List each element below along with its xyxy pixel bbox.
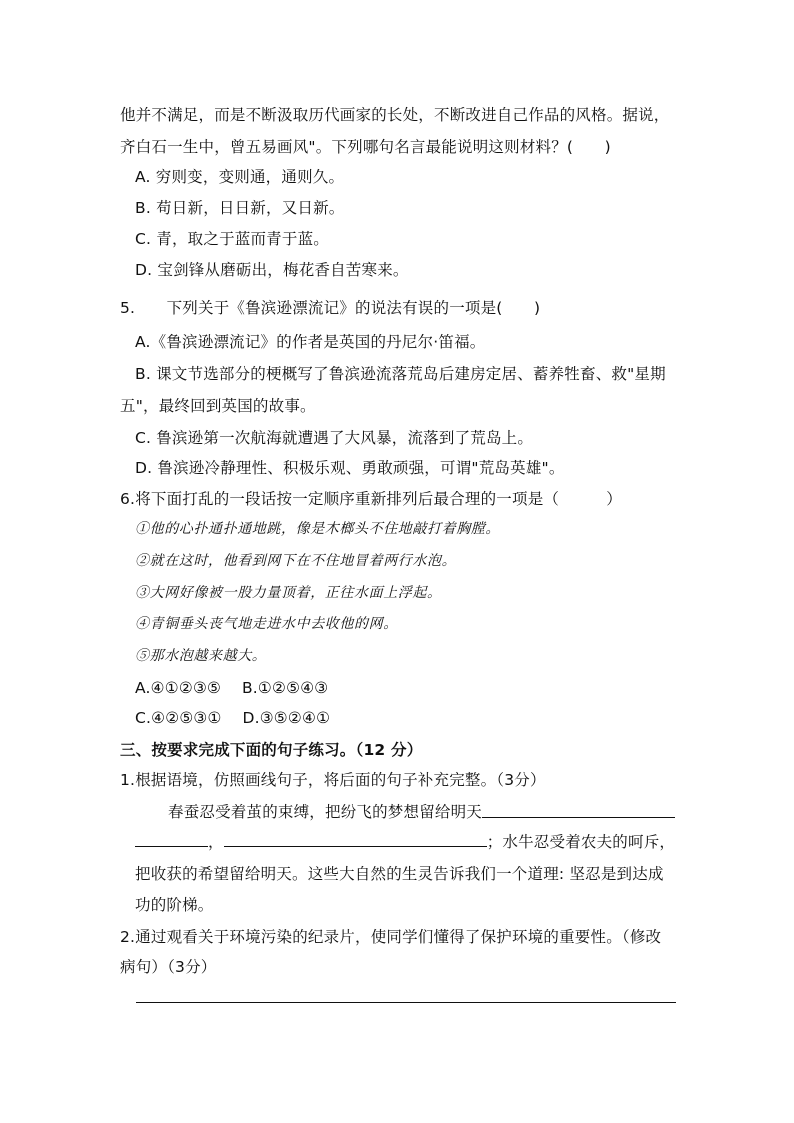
q6-sentence-3: ③大网好像被一股力量顶着，正往水面上浮起。 <box>135 585 442 601</box>
q6-sentence-5: ⑤那水泡越来越大。 <box>135 648 267 664</box>
s3-q2-stem-line-2: 病句）（3分） <box>120 958 217 976</box>
answer-line-q2[interactable] <box>136 1002 676 1003</box>
answer-blank-3[interactable] <box>224 830 487 847</box>
s3-q1-passage-line-1 <box>168 800 482 822</box>
q5-option-a: A.《鲁滨逊漂流记》的作者是英国的丹尼尔·笛福。 <box>135 333 486 351</box>
s3-q1-passage-line-3: 把收获的希望留给明天。这些大自然的生灵告诉我们一个道理: 坚忍是到达成 <box>135 865 664 883</box>
s3-q1-second-sentence: 水牛忍受着农夫的呵斥， <box>502 833 676 851</box>
q4-material-line-2: 齐白石一生中，曾五易画风"。下列哪句名言最能说明这则材料？( ) <box>120 138 611 156</box>
q6-stem: 6.将下面打乱的一段话按一定顺序重新排列后最合理的一项是（ ） <box>120 490 622 508</box>
q6-sentence-4: ④青铜垂头丧气地走进水中去收他的网。 <box>135 616 398 632</box>
s3-q1-passage-line-4: 功的阶梯。 <box>135 896 214 914</box>
s3-q1-passage-line-2 <box>135 830 675 852</box>
q5-option-b-line-1: B. 课文节选部分的梗概写了鲁滨逊流落荒岛后建房定居、蓄养牲畜、救"星期 <box>135 365 666 383</box>
answer-blank-2[interactable] <box>135 830 208 847</box>
q4-material-line-1: 他并不满足，而是不断汲取历代画家的长处，不断改进自己作品的风格。据说， <box>120 106 670 124</box>
q4-option-d: D. 宝剑锋从磨砺出，梅花香自苦寒来。 <box>135 261 409 279</box>
q6-options-row-1: A.④①②③⑤ B.①②⑤④③ <box>135 679 329 697</box>
s3-q1-given-sentence: 春蚕忍受着茧的束缚，把纷飞的梦想留给明天 <box>168 803 483 821</box>
section-3-heading: 三、按要求完成下面的句子练习。（12 分） <box>120 741 423 759</box>
q5-option-d: D. 鲁滨逊冷静理性、积极乐观、勇敢顽强，可谓"荒岛英雄"。 <box>135 459 565 477</box>
q6-options-row-2: C.④②⑤③① D.③⑤②④① <box>135 709 331 727</box>
s3-q1-comma: ， <box>208 833 224 851</box>
q6-sentence-1: ①他的心扑通扑通地跳，像是木榔头不住地敲打着胸膛。 <box>135 521 500 537</box>
q5-option-c: C. 鲁滨逊第一次航海就遭遇了大风暴，流落到了荒岛上。 <box>135 429 534 447</box>
answer-blank-1[interactable] <box>482 817 675 818</box>
q4-option-a: A. 穷则变，变则通，通则久。 <box>135 168 345 186</box>
s3-q1-semicolon: ； <box>486 833 503 851</box>
q5-option-b-line-2: 五"，最终回到英国的故事。 <box>120 397 316 415</box>
q4-option-c: C. 青，取之于蓝而青于蓝。 <box>135 230 329 248</box>
s3-q1-stem: 1.根据语境，仿照画线句子，将后面的句子补充完整。（3分） <box>120 771 546 789</box>
q5-stem: 5. 下列关于《鲁滨逊漂流记》的说法有误的一项是( ) <box>120 299 541 317</box>
q6-sentence-2: ②就在这时，他看到网下在不住地冒着两行水泡。 <box>135 553 457 569</box>
s3-q2-stem-line-1: 2.通过观看关于环境污染的纪录片，使同学们懂得了保护环境的重要性。（修改 <box>120 928 662 946</box>
q4-option-b: B. 苟日新，日日新，又日新。 <box>135 199 345 217</box>
